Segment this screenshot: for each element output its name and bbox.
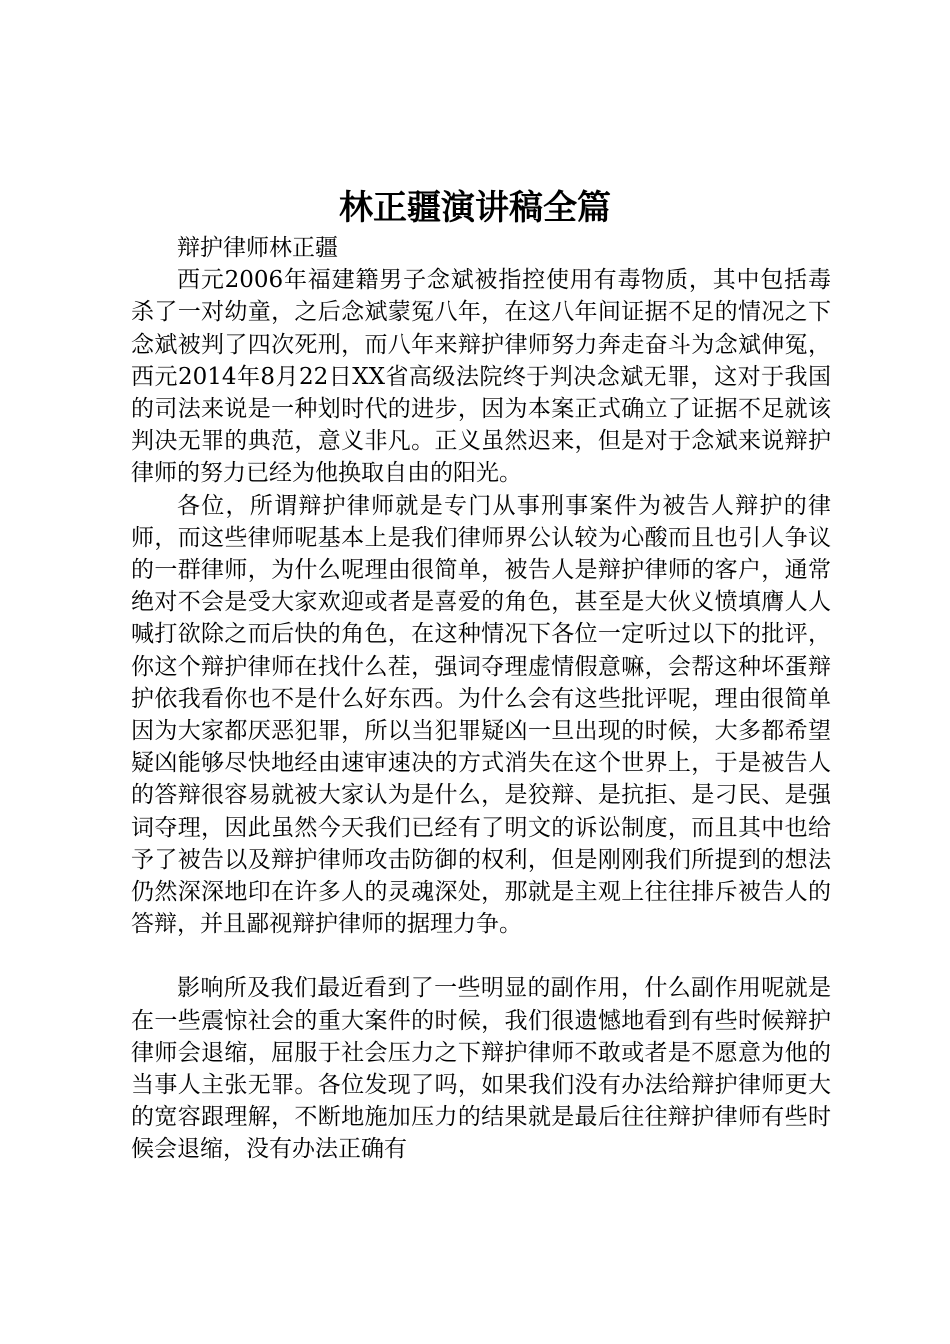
paragraph-2: 各位，所谓辩护律师就是专门从事刑事案件为被告人辩护的律师，而这些律师呢基本上是我们律师界公认较为心酸而且也引人争议的一群律师，为什么呢理由很简单，被告人是辩护律师的客户，通常绝对不会是受大家欢迎或者是喜爱的角色，甚至是大伙义愤填膺人人喊打欲除之而后快的角色，在这种情况下各位一定听过以下的批评，你这个辩护律师在找什么茬，强词夺理虚情假意嘛，会帮这种坏蛋辩护依我看你也不是什么好东西。为什么会有这些批评呢，理由很简单因为大家都厌恶犯罪，所以当犯罪疑凶一旦出现的时候，大多都希望疑凶能够尽快地经由速审速决的方式消失在这个世界上，于是被告人的答辩很容易就被大家认为是什么，是狡辩、是抗拒、是刁民、是强词夺理，因此虽然今天我们已经有了明文的诉讼制度，而且其中也给予了被告以及辩护律师攻击防御的权利，但是刚刚我们所提到的想法仍然深深地印在许多人的灵魂深处，那就是主观上往往排斥被告人的答辩，并且鄙视辩护律师的据理力争。 <box>131 492 831 938</box>
document-body <box>131 232 831 1166</box>
paragraph-3: 影响所及我们最近看到了一些明显的副作用，什么副作用呢就是在一些震惊社会的重大案件的时候，我们很遗憾地看到有些时候辩护律师会退缩，屈服于社会压力之下辩护律师不敢或者是不愿意为他的当事人主张无罪。各位发现了吗，如果我们没有办法给辩护律师更大的宽容跟理解，不断地施加压力的结果就是最后往往辩护律师有些时候会退缩，没有办法正确有 <box>131 975 831 1163</box>
author-byline: 辩护律师林正疆 <box>177 235 338 261</box>
document-title: 林正疆演讲稿全篇 <box>339 188 611 228</box>
paragraph-1: 西元2006年福建籍男子念斌被指控使用有毒物质，其中包括毒杀了一对幼童，之后念斌蒙冤八年，在这八年间证据不足的情况之下念斌被判了四次死刑，而八年来辩护律师努力奔走奋斗为念斌伸冤，西元2014年8月22日XX省高级法院终于判决念斌无罪，这对于我国的司法来说是一种划时代的进步，因为本案正式确立了证据不足就该判决无罪的典范，意义非凡。正义虽然迟来，但是对于念斌来说辩护律师的努力已经为他换取自由的阳光。 <box>131 267 831 487</box>
